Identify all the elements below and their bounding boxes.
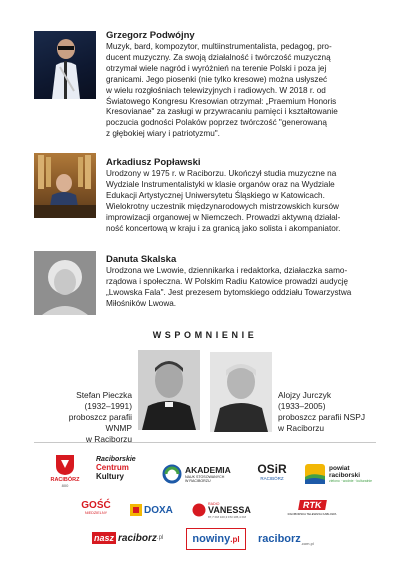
powiat-emblem-icon bbox=[304, 463, 326, 485]
logo-radio-vanessa: RADIO VANESSA 87,7 FM 100,3 FM 105,4 FM bbox=[192, 500, 268, 520]
logo-akademia: AKADEMIA NAUK STOSOWANYCH W RACIBORZU bbox=[162, 462, 242, 486]
doxa-mark-icon bbox=[130, 504, 142, 516]
memorial-caption-left: Stefan Pieczka (1932–1991) proboszcz parafii WNMP w Raciborzu bbox=[68, 390, 132, 444]
bio-name: Grzegorz Podwójny bbox=[106, 30, 195, 41]
memorial-caption-right: Alojzy Jurczyk (1933–2005) proboszcz parafii NSPJ w Raciborzu bbox=[278, 390, 366, 433]
photo-arkadiusz-poplawski bbox=[34, 153, 96, 218]
radio-vanessa-icon bbox=[192, 503, 206, 517]
photo-grzegorz-podwojny bbox=[34, 31, 96, 99]
bio-name: Arkadiusz Popławski bbox=[106, 157, 201, 168]
logo-raciborz: RACIBÓRZ 800 bbox=[46, 454, 84, 494]
logo-raciborskie-centrum-kultury: Raciborskie Centrum Kultury bbox=[96, 456, 136, 481]
bio-text: Urodzona we Lwowie, dziennikarka i redaktorka, działaczka samo- rządowa i społeczna. W Polskim Radiu Katowice prowadzi audycję „Lwowska Fala". Jest prezesem bytomskiego oddziału Towarzystwa Miłośników Lwowa. bbox=[106, 266, 352, 308]
logo-doxa: DOXA bbox=[130, 502, 180, 518]
divider bbox=[34, 442, 376, 443]
akademia-emblem-icon bbox=[162, 464, 182, 484]
logo-rtk: RTK RACIBORSKA TELEWIZJA KABLOWA bbox=[287, 500, 337, 516]
photo-stefan-pieczka bbox=[138, 350, 200, 430]
crest-icon bbox=[55, 454, 75, 476]
logo-gosc-niedzielny: GOŚĆ NIEDZIELNY bbox=[81, 500, 111, 515]
photo-danuta-skalska bbox=[34, 251, 96, 315]
logo-raciborz-com: raciborz .com.pl bbox=[258, 533, 314, 546]
logo-nasz-raciborz: nasz raciborz .pl bbox=[94, 532, 164, 544]
logo-nowiny: nowiny .pl bbox=[186, 528, 246, 550]
logo-powiat-raciborski: powiat raciborski zielono · wodnie · kulturalnie bbox=[304, 456, 374, 492]
logo-osir: OSiR RACIBÓRZ bbox=[257, 462, 287, 481]
bio-text: Urodzony w 1975 r. w Raciborzu. Ukończył studia muzyczne na Wydziale Instrumentalistyki w klasie organów oraz na Wydziale Edukacji Artystycznej Uniwersytetu Śląskiego w Katowicach. Wielokrotny uczestnik międzynarodowych mistrzowskich kursów improwizacji organowej w Niemczech. Prowadzi aktywną działal- ność koncertową w kraju i za granicą jako solista i akompaniator. bbox=[106, 169, 341, 233]
photo-alojzy-jurczyk bbox=[210, 352, 272, 432]
bio-name: Danuta Skalska bbox=[106, 254, 177, 265]
memorial-heading: WSPOMNIENIE bbox=[152, 330, 258, 340]
bio-text: Muzyk, bard, kompozytor, multiinstrumentalista, pedagog, pro- ducent muzyczny. Za swoją działalność i twórczość muzyczną otrzymał wiele nagród i wyróżnień na terenie Polski i poza jej granicami. Jego piosenki (nie tylko kresowe) można usłyszeć w wielu rozgłośniach telewizyjnych i radiowych. W 2018 r. od Światowego Kongresu Kresowian otrzymał: „Praemium Honoris Kresovianae" za zasługi w przywracaniu pamięci i kształtowanie poczucia godności Polaków poprzez twórczość "generowaną z głębokiej wiary i patriotyzmu". bbox=[106, 42, 338, 139]
